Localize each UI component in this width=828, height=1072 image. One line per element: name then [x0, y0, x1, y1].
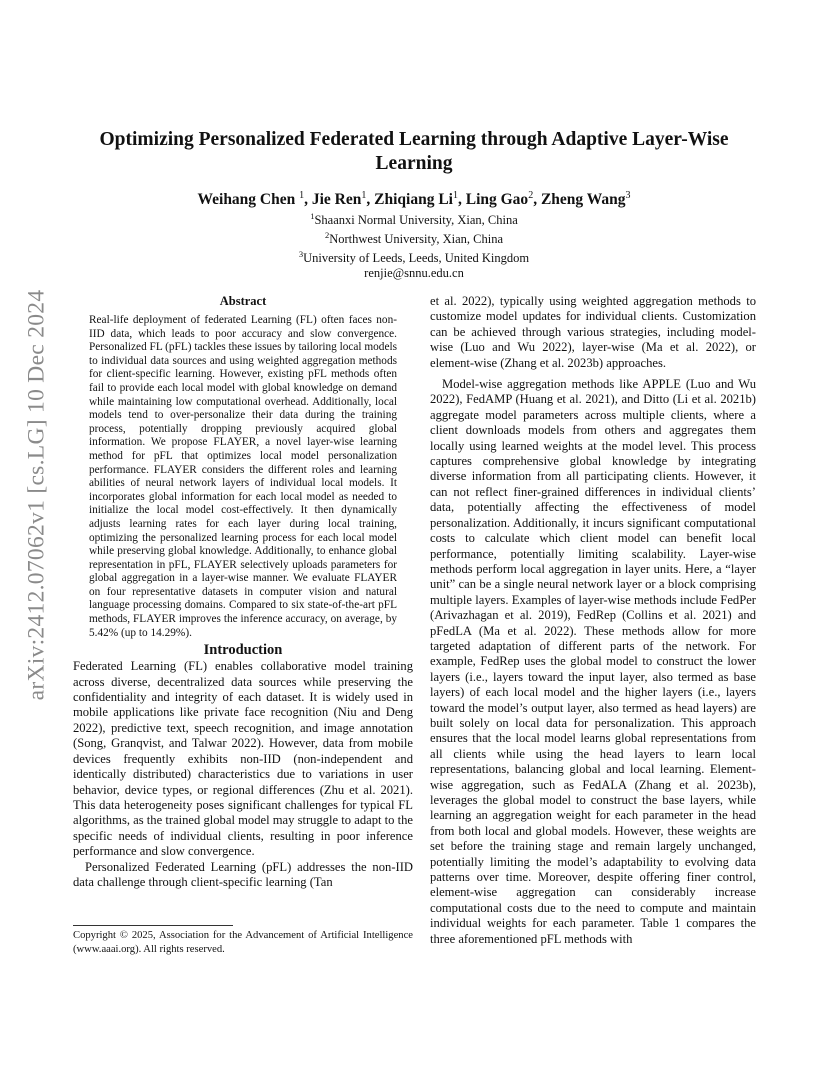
left-column: [73, 294, 413, 890]
affiliation-mark: 1: [310, 211, 315, 221]
affiliation-block: [80, 209, 748, 281]
copyright-footnote: Copyright © 2025, Association for the Advancement of Artificial Intelligence (www.aaai.org). All rights reserved.: [73, 930, 413, 955]
abstract-heading: Abstract: [219, 294, 267, 308]
intro-paragraph: Federated Learning (FL) enables collaborative model training across diverse, decentralized data sources while preserving the confidentiality and integrity of each dataset. It is widely used in mobile applications like private face recognition (Niu and Deng 2022), predictive text, speech recognition, and image annotation (Song, Granqvist, and Talwar 2022). However, data from mobile devices frequently exhibits non-IID (non-independent and identically distributed) characteristics due to variations in user behavior, device types, or regional differences (Zhu et al. 2021). This data heterogeneity poses significant challenges for typical FL algorithms, as the trained global model may struggle to adapt to the specific needs of individual clients, resulting in poor inference performance and slow convergence.: [73, 659, 413, 859]
author-separator: ,: [366, 191, 375, 209]
footnote-divider: [73, 925, 233, 926]
author-name: Zheng Wang: [540, 191, 626, 209]
author-name: Weihang Chen: [197, 191, 296, 209]
author: [466, 191, 541, 208]
author-separator: ,: [457, 191, 466, 209]
abstract-text: Real-life deployment of federated Learning (FL) often faces non-IID data, which leads to poor accuracy and slow convergence. Personalized FL (pFL) tackles these issues by tailoring local models to individual data sources and using weighted aggregation methods for client-specific learning. However, existing pFL methods often fail to provide each local model with global knowledge on demand while maintaining low computational overhead. Additionally, local models tend to over-personalize their data during the training process, potentially dropping previously acquired global information. We propose FLAYER, a novel layer-wise learning method for pFL that optimizes local model personalization performance. FLAYER considers the different roles and learning abilities of neural network layers of individual local models. It incorporates global information for each local model as needed to initialize the local model cost-effectively. It then dynamically adjusts learning rates for each layer during local training, optimizing the personalized learning process for each local model while preserving global knowledge. Additionally, to enhance global representation in pFL, FLAYER selectively uploads parameters for global aggregation in a layer-wise manner. We evaluate FLAYER on four representative datasets in computer vision and natural language processing domains. Compared to six state-of-the-art pFL methods, FLAYER improves the inference accuracy, on average, by 5.42% (up to 14.29%).: [89, 314, 397, 639]
body-paragraph: et al. 2022), typically using weighted aggregation methods to customize model updates for individual clients. Customization can be achieved through various strategies, including model-wise (Luo and Wu 2022), layer-wise (Ma et al. 2022), or element-wise (Zhang et al. 2023b) approaches.: [430, 294, 756, 370]
author-separator: ,: [533, 191, 541, 209]
author: [197, 191, 311, 208]
author-affiliation-mark: 2: [528, 190, 534, 201]
introduction-heading: Introduction: [203, 642, 283, 659]
affiliation: [80, 247, 748, 266]
author-separator: ,: [304, 191, 312, 209]
arxiv-identifier: [22, 290, 52, 700]
arxiv-identifier-text: arXiv:2412.07062v1 [cs.LG] 10 Dec 2024: [23, 289, 50, 701]
right-column: [430, 294, 756, 947]
affiliation-text: University of Leeds, Leeds, United Kingdom: [303, 251, 530, 266]
affiliation-mark: 3: [298, 249, 304, 260]
author-affiliation-mark: 1: [299, 190, 305, 201]
contact-email: renjie@snnu.edu.cn: [364, 266, 464, 281]
paper-title: Optimizing Personalized Federated Learning through Adaptive Layer-Wise Learning: [99, 129, 729, 174]
author-affiliation-mark: 3: [625, 190, 631, 201]
author-name: Ling Gao: [465, 191, 529, 209]
intro-paragraph: Personalized Federated Learning (pFL) addresses the non-IID data challenge through client-specific learning (Tan: [73, 859, 413, 889]
affiliation-text: Northwest University, Xian, China: [329, 232, 504, 247]
author-affiliation-mark: 1: [452, 190, 458, 201]
affiliation: [80, 209, 748, 228]
author-name: Zhiqiang Li: [374, 191, 453, 209]
author: [312, 191, 374, 208]
author-affiliation-mark: 1: [361, 190, 367, 201]
author-list: [80, 186, 748, 210]
body-paragraph: Model-wise aggregation methods like APPLE (Luo and Wu 2022), FedAMP (Huang et al. 2021), and Ditto (Li et al. 2021b) aggregate model parameters across multiple clients, where a client downloads models from others and aggregates them locally using learned weights at the model level. This process captures comprehensive global knowledge by integrating diverse information from all participating clients. However, it can not reflect finer-grained differences in individual clients’ data, potentially affecting the effectiveness of model personalization. Additionally, it incurs significant computational costs to calculate which client model can benefit local performance, potentially limiting scalability. Layer-wise methods perform local aggregation in layer units. Here, a “layer unit” can be a single neural network layer or a block comprising multiple layers. Examples of layer-wise methods include FedPer (Arivazhagan et al. 2019), FedRep (Collins et al. 2021) and pFedLA (Ma et al. 2022). These methods allow for more targeted adaptation of different parts of the network. For example, FedRep uses the global model to construct the lower layers (i.e., layers toward the input layer, also termed as base layers) of each local model and the higher layers (i.e., layers toward the model’s output layer, also termed as head layers) are built solely on local data for personalization. This approach ensures that the local model learns global representations from all clients while using the head layers to learn local representations, balancing global and local learning. Element-wise aggregation, such as FedALA (Zhang et al. 2023b), leverages the global model to construct the base layers, while learning an aggregation weight for each parameter in the head from both local and global models. However, these weights are set before the training stage and remain largely unchanged, potentially limiting the model’s adaptability to evolving data patterns over time. Moreover, despite offering finer control, element-wise aggregation can considerably increase computational costs due to the need to compute and maintain individual weights for each parameter. Table 1 compares the three aforementioned pFL methods with: [430, 377, 756, 946]
author: [374, 191, 466, 208]
author: [541, 191, 631, 208]
affiliation-text: Shaanxi Normal University, Xian, China: [314, 213, 518, 228]
author-name: Jie Ren: [311, 191, 362, 209]
affiliation: [80, 228, 748, 247]
affiliation-mark: 2: [324, 230, 330, 241]
